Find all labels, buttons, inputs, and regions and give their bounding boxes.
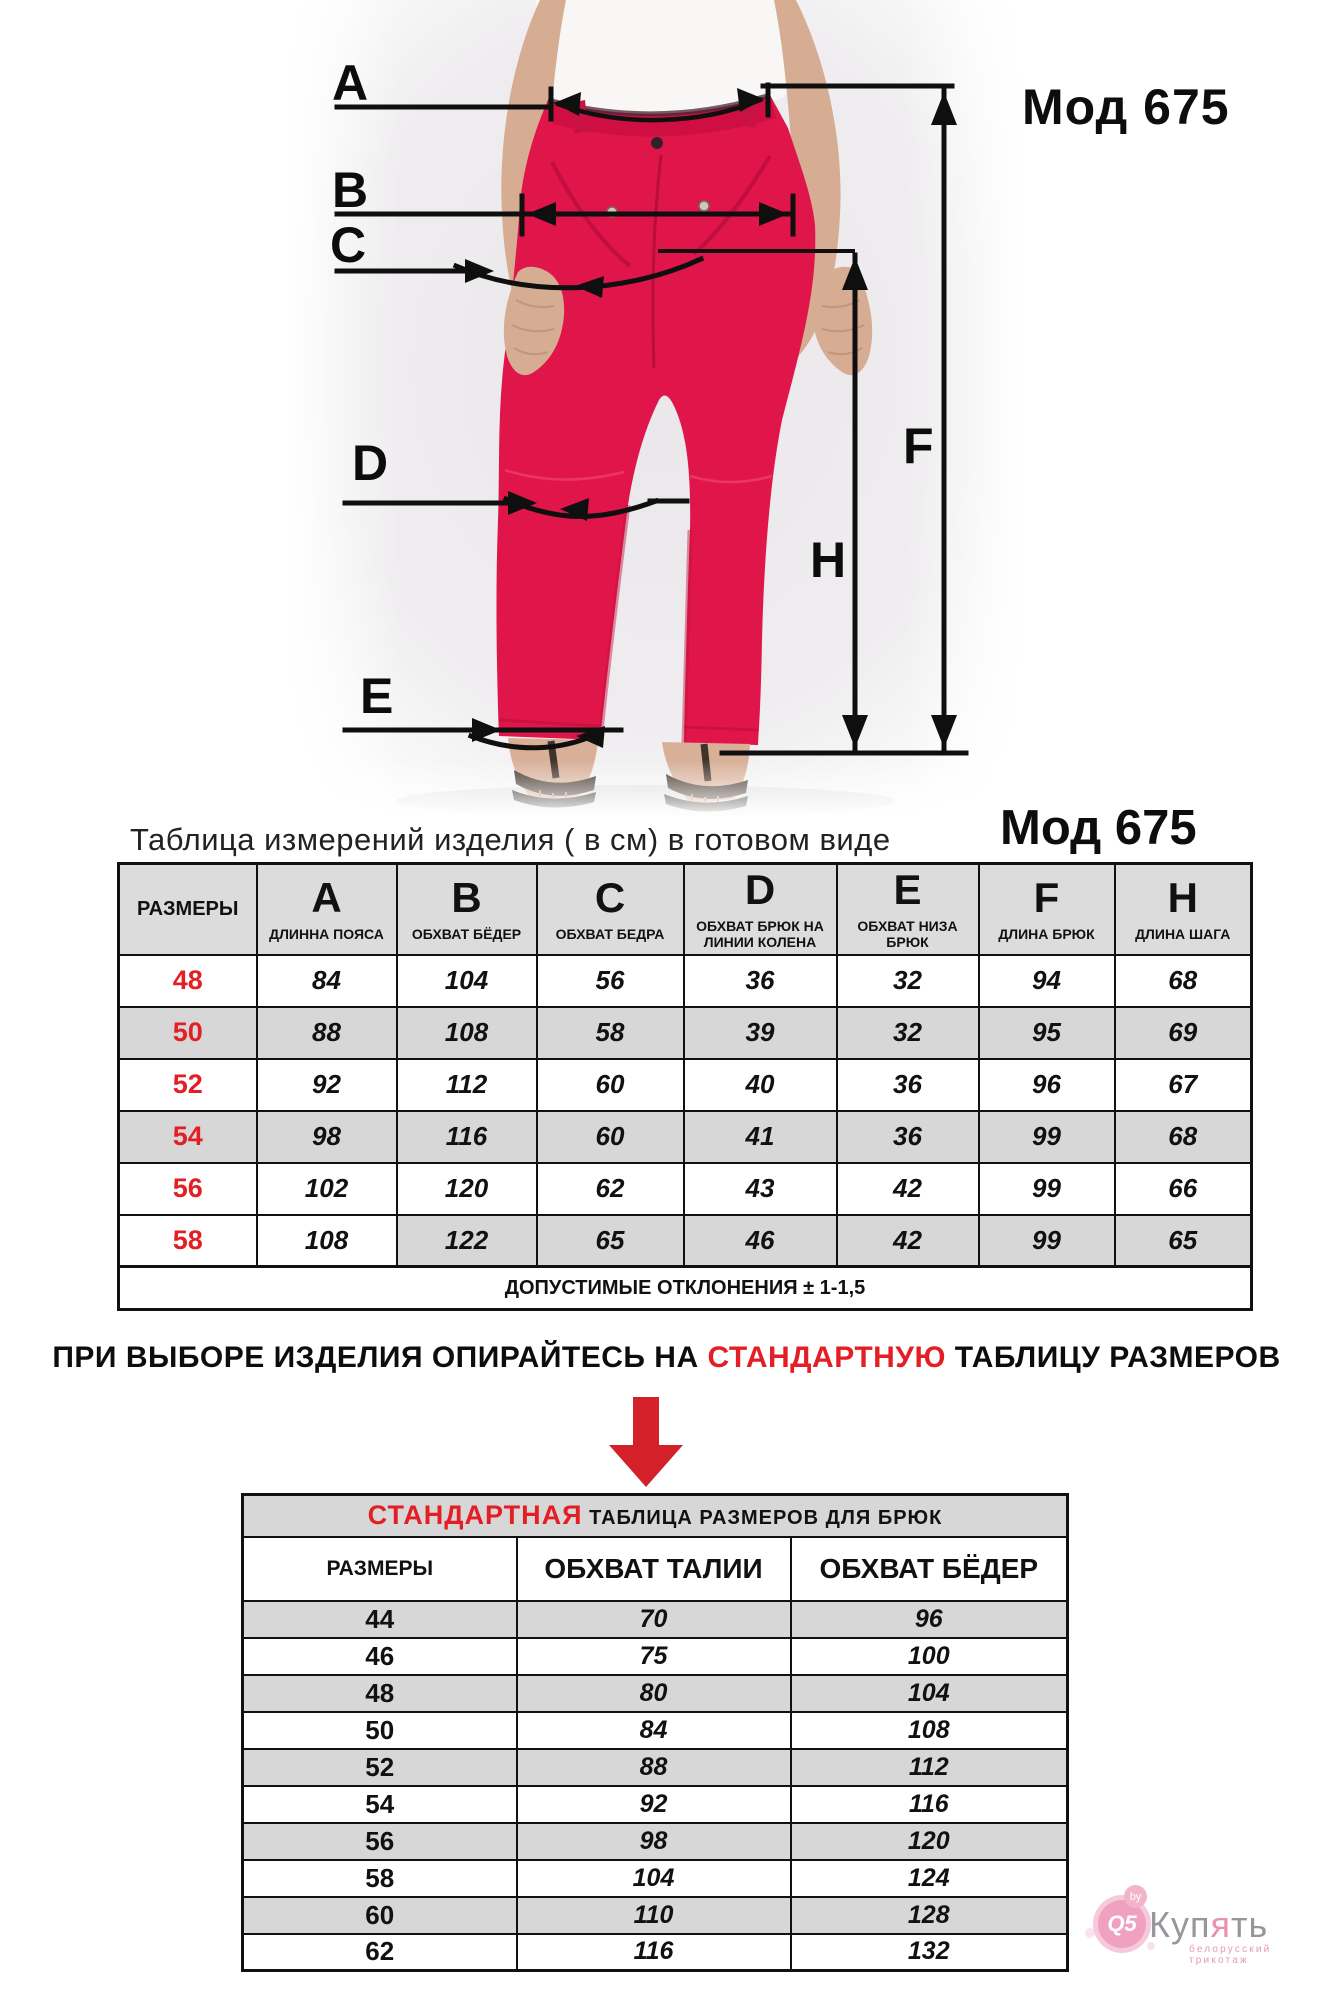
value-cell: 99 [979,1111,1115,1163]
value-cell: 60 [537,1111,684,1163]
waist-cell: 70 [517,1601,791,1638]
photo-fade-right [905,0,1025,818]
value-cell: 41 [684,1111,837,1163]
waist-cell: 116 [517,1934,791,1971]
value-cell: 98 [257,1111,397,1163]
table-row [243,1638,1068,1675]
hips-cell: 128 [791,1897,1068,1934]
value-cell: 60 [537,1059,684,1111]
size-cell: 52 [243,1749,517,1786]
value-cell: 112 [397,1059,537,1111]
tolerance-row [119,1267,1252,1310]
model-number-top: Мод 675 [1022,79,1230,135]
value-cell: 36 [684,955,837,1007]
value-cell: 62 [537,1163,684,1215]
hips-cell: 100 [791,1638,1068,1675]
column-header-c: C ОБХВАТ БЕДРА [537,864,684,955]
hips-cell: 124 [791,1860,1068,1897]
value-cell: 32 [837,1007,979,1059]
column-header-d: D ОБХВАТ БРЮК НА ЛИНИИ КОЛЕНА [684,864,837,955]
measure-label-f: F [903,418,934,474]
standard-size-table [241,1493,1069,1972]
value-cell: 102 [257,1163,397,1215]
model-number-table: Мод 675 [1000,801,1197,855]
waist-cell: 98 [517,1823,791,1860]
value-cell: 36 [837,1111,979,1163]
standard-table-title-row [243,1495,1068,1537]
value-cell: 56 [537,955,684,1007]
value-cell: 96 [979,1059,1115,1111]
measure-label-b: B [332,162,369,218]
logo-by-badge: by [1124,1885,1147,1908]
standard-table-header-row [243,1537,1068,1601]
value-cell: 92 [257,1059,397,1111]
hips-cell: 104 [791,1675,1068,1712]
size-cell: 58 [119,1215,257,1267]
table-row [119,1059,1252,1111]
waist-cell: 110 [517,1897,791,1934]
size-cell: 50 [243,1712,517,1749]
value-cell: 108 [257,1215,397,1267]
logo-tagline: белорусский трикотаж [1189,1944,1272,1966]
logo-q5-badge: Q5 [1098,1900,1146,1948]
column-header-b: B ОБХВАТ БЁДЕР [397,864,537,955]
value-cell: 95 [979,1007,1115,1059]
size-cell: 54 [243,1786,517,1823]
value-cell: 67 [1115,1059,1252,1111]
column-header-sizes: РАЗМЕРЫ [243,1537,517,1601]
measure-label-d: D [352,435,389,491]
value-cell: 94 [979,955,1115,1007]
waist-cell: 92 [517,1786,791,1823]
hips-cell: 112 [791,1749,1068,1786]
value-cell: 99 [979,1215,1115,1267]
tolerance-note: ДОПУСТИМЫЕ ОТКЛОНЕНИЯ ± 1-1,5 [119,1267,1252,1310]
value-cell: 65 [537,1215,684,1267]
size-cell: 52 [119,1059,257,1111]
measure-label-e: E [360,668,394,724]
table-row [119,1111,1252,1163]
value-cell: 43 [684,1163,837,1215]
size-cell: 58 [243,1860,517,1897]
value-cell: 36 [837,1059,979,1111]
hips-cell: 96 [791,1601,1068,1638]
waist-cell: 104 [517,1860,791,1897]
waist-button [651,137,663,149]
standard-table-title: СТАНДАРТНАЯ ТАБЛИЦА РАЗМЕРОВ ДЛЯ БРЮК [243,1495,1068,1537]
value-cell: 68 [1115,1111,1252,1163]
value-cell: 42 [837,1215,979,1267]
waist-cell: 84 [517,1712,791,1749]
value-cell: 39 [684,1007,837,1059]
value-cell: 84 [257,955,397,1007]
value-cell: 122 [397,1215,537,1267]
table-row [243,1749,1068,1786]
table-row [243,1897,1068,1934]
value-cell: 68 [1115,955,1252,1007]
hips-cell: 108 [791,1712,1068,1749]
size-table-title: Таблица измерений изделия ( в см) в готовом виде [130,822,891,857]
waist-cell: 88 [517,1749,791,1786]
advice-post: ТАБЛИЦУ РАЗМЕРОВ [945,1341,1281,1374]
table-row [243,1675,1068,1712]
value-cell: 116 [397,1111,537,1163]
column-header-hips: ОБХВАТ БЁДЕР [791,1537,1068,1601]
waist-cell: 80 [517,1675,791,1712]
column-header-h: H ДЛИНА ШАГА [1115,864,1252,955]
value-cell: 65 [1115,1215,1252,1267]
size-cell: 50 [119,1007,257,1059]
size-cell: 48 [119,955,257,1007]
column-header-f: F ДЛИНА БРЮК [979,864,1115,955]
size-cell: 54 [119,1111,257,1163]
table-header-row [119,864,1252,955]
hips-cell: 116 [791,1786,1068,1823]
size-cell: 62 [243,1934,517,1971]
value-cell: 88 [257,1007,397,1059]
table-row [243,1601,1068,1638]
value-cell: 46 [684,1215,837,1267]
table-row [243,1712,1068,1749]
value-cell: 99 [979,1163,1115,1215]
advice-line [0,1341,1333,1375]
size-cell: 56 [243,1823,517,1860]
table-row [119,955,1252,1007]
value-cell: 108 [397,1007,537,1059]
table-row [243,1823,1068,1860]
down-arrow-icon [609,1397,683,1487]
column-header-e: E ОБХВАТ НИЗА БРЮК [837,864,979,955]
size-cell: 46 [243,1638,517,1675]
value-cell: 66 [1115,1163,1252,1215]
column-header-sizes: РАЗМЕРЫ [119,864,257,955]
logo-wordmark: Купять [1149,1904,1269,1945]
value-cell: 42 [837,1163,979,1215]
advice-highlight: СТАНДАРТНУЮ [707,1341,946,1374]
column-header-waist: ОБХВАТ ТАЛИИ [517,1537,791,1601]
photo-fade-bottom [285,760,1025,818]
shop-logo [1085,1868,1333,1996]
table-row [243,1860,1068,1897]
size-cell: 56 [119,1163,257,1215]
value-cell: 120 [397,1163,537,1215]
size-cell: 48 [243,1675,517,1712]
size-cell: 44 [243,1601,517,1638]
table-row [119,1007,1252,1059]
garment-measurements-table [117,862,1253,1311]
hips-cell: 120 [791,1823,1068,1860]
advice-pre: ПРИ ВЫБОРЕ ИЗДЕЛИЯ ОПИРАЙТЕСЬ НА [52,1341,708,1374]
value-cell: 40 [684,1059,837,1111]
table-row [243,1786,1068,1823]
measure-label-a: A [332,55,369,111]
waist-cell: 75 [517,1638,791,1675]
table-row [119,1215,1252,1267]
column-header-a: A ДЛИННА ПОЯСА [257,864,397,955]
measure-label-c: C [330,217,367,273]
table-row [243,1934,1068,1971]
value-cell: 58 [537,1007,684,1059]
measure-label-h: H [810,532,847,588]
value-cell: 104 [397,955,537,1007]
table-row [119,1163,1252,1215]
hips-cell: 132 [791,1934,1068,1971]
value-cell: 69 [1115,1007,1252,1059]
value-cell: 32 [837,955,979,1007]
rivet-right [699,201,709,211]
size-cell: 60 [243,1897,517,1934]
